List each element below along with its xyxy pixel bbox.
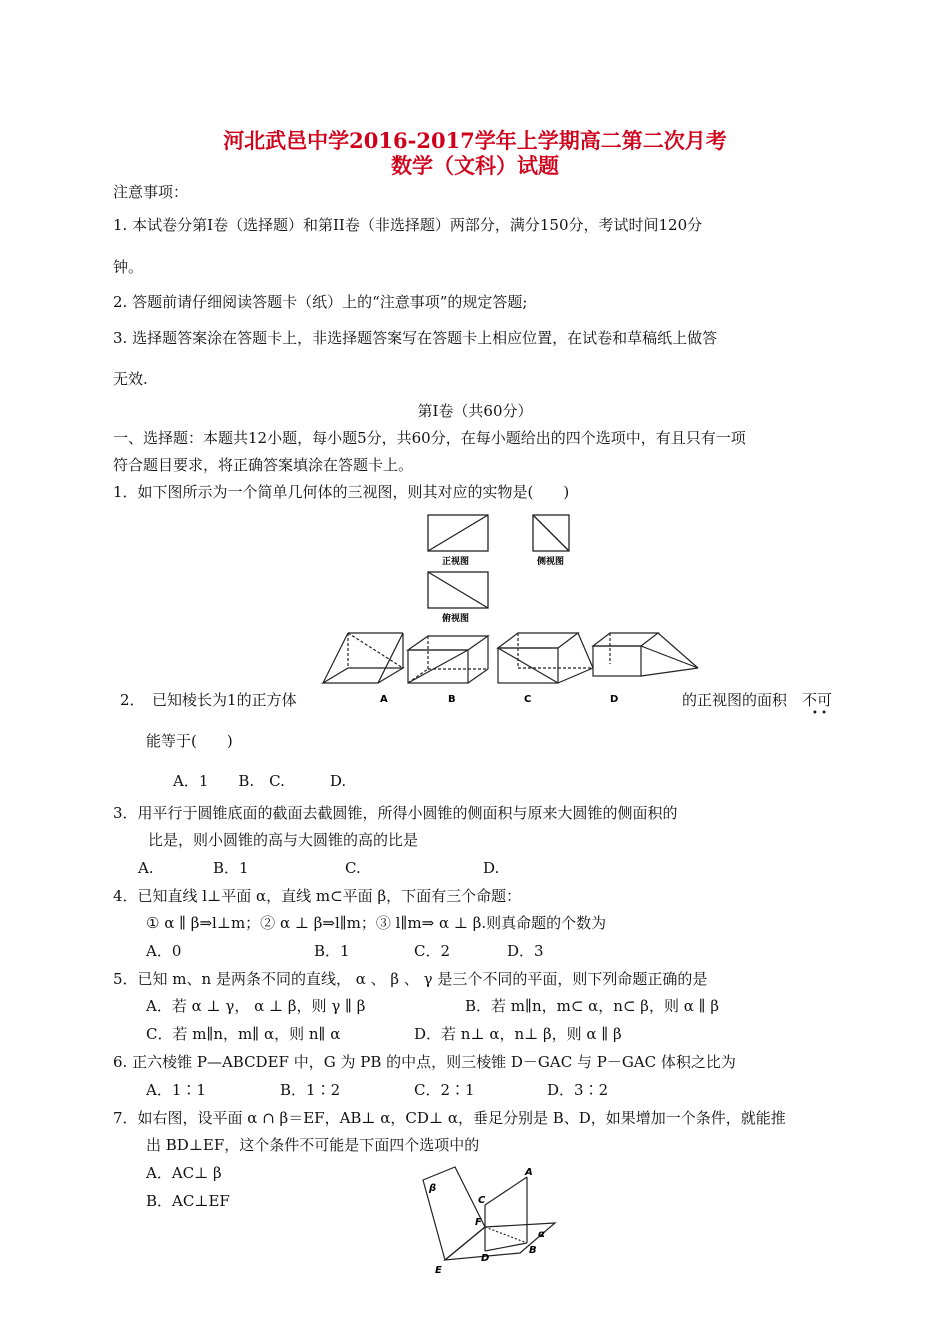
solid-c-label: C: [524, 694, 532, 705]
label-e: E: [435, 1265, 442, 1276]
label-alpha: α: [538, 1229, 545, 1240]
q3-option-d: D.: [483, 859, 500, 877]
q5-option-a: A．若 α ⊥ γ， α ⊥ β，则 γ ∥ β: [146, 997, 366, 1015]
label-f: F: [475, 1217, 482, 1228]
note-1a: 1. 本试卷分第Ⅰ卷（选择题）和第II卷（非选择题）两部分，满分150分，考试时间120分: [113, 216, 703, 234]
q3-option-a: A.: [138, 859, 154, 877]
label-beta: β: [429, 1183, 437, 1194]
planes-figure: [405, 1165, 565, 1280]
solid-d-label: D: [610, 694, 619, 705]
section-heading: 第Ⅰ卷（共60分）: [417, 402, 533, 420]
q3-line2: 比是，则小圆锥的高与大圆锥的高的比是: [148, 831, 419, 849]
q3-option-c: C.: [345, 859, 361, 877]
solid-b-label: B: [448, 694, 456, 705]
solid-a: [323, 633, 403, 683]
three-view-figure: [418, 510, 588, 630]
q7-line1: 7．如右图，设平面 α ∩ β＝EF，AB⊥ α，CD⊥ α，垂足分别是 B、D，如果增加一个条件，就能推: [113, 1109, 786, 1127]
q6-option-a: A．1∶1: [146, 1081, 206, 1099]
note-3a: 3. 选择题答案涂在答题卡上，非选择题答案写在答题卡上相应位置，在试卷和草稿纸上做答: [113, 329, 718, 347]
q6-option-b: B．1∶2: [280, 1081, 341, 1099]
solids-figure: [318, 628, 703, 713]
q4-option-a: A．0: [146, 942, 182, 960]
q5-line1: 5．已知 m、n 是两条不同的直线， α 、 β 、 γ 是三个不同的平面，则下列命题正确的是: [113, 970, 708, 988]
top-view-label: 俯视图: [442, 614, 470, 624]
q4-option-d: D．3: [507, 942, 544, 960]
q2-emphasis: 不可: [802, 691, 833, 709]
emphasis-dots: • •: [812, 708, 827, 719]
q5-option-b: B．若 m∥n，m⊂ α，n⊂ β，则 α ∥ β: [465, 997, 719, 1015]
q4-option-c: C．2: [414, 942, 451, 960]
q6-line1: 6. 正六棱锥 P—ABCDEF 中，G 为 PB 的中点，则三棱锥 D－GAC 与 P－GAC 体积之比为: [113, 1053, 736, 1071]
front-view-label: 正视图: [442, 557, 470, 567]
note-3b: 无效.: [113, 370, 148, 388]
q3-line1: 3．用平行于圆锥底面的截面去截圆锥，所得小圆锥的侧面积与原来大圆锥的侧面积的: [113, 804, 678, 822]
q5-option-d: D．若 n⊥ α，n⊥ β，则 α ∥ β: [414, 1025, 622, 1043]
q4-line1: 4．已知直线 l⊥平面 α，直线 m⊂平面 β，下面有三个命题：: [113, 887, 522, 905]
note-2: 2. 答题前请仔细阅读答题卡（纸）上的“注意事项”的规定答题;: [113, 293, 528, 311]
label-b: B: [529, 1245, 537, 1256]
section-intro-a: 一、选择题：本题共12小题，每小题5分，共60分，在每小题给出的四个选项中，有且只有一项: [113, 429, 746, 447]
q7-line2: 出 BD⊥EF，这个条件不可能是下面四个选项中的: [146, 1136, 480, 1154]
q2-text-right: 的正视图的面积: [682, 691, 788, 709]
q6-option-d: D．3∶2: [547, 1081, 609, 1099]
q1-text: 1．如下图所示为一个简单几何体的三视图，则其对应的实物是( ): [113, 483, 570, 501]
q4-option-b: B．1: [314, 942, 350, 960]
label-a: A: [525, 1167, 533, 1178]
solid-b: [408, 636, 488, 683]
note-1b: 钟。: [113, 258, 144, 276]
q7-option-a: A．AC⊥ β: [146, 1164, 222, 1182]
q3-option-b: B．1: [213, 859, 249, 877]
exam-subtitle: 数学（文科）试题: [391, 153, 559, 178]
solid-c: [498, 633, 593, 683]
q6-option-c: C．2∶1: [414, 1081, 475, 1099]
label-d: D: [481, 1253, 490, 1264]
q2-text-left: 2． 已知棱长为1的正方体: [120, 691, 297, 709]
label-c: C: [478, 1195, 486, 1206]
q4-line2: ① α ∥ β⇒l⊥m；② α ⊥ β⇒l∥m；③ l∥m⇒ α ⊥ β.则真命题的个数为: [146, 914, 607, 932]
solid-d: [593, 633, 698, 676]
q2-options: A．1 B. C. D.: [173, 772, 347, 790]
section-intro-b: 符合题目要求，将正确答案填涂在答题卡上。: [113, 456, 414, 474]
q2-line2: 能等于( ): [146, 732, 233, 750]
side-view-label: 侧视图: [537, 557, 565, 567]
notes-heading: 注意事项：: [113, 183, 189, 201]
solid-a-label: A: [380, 694, 388, 705]
q7-option-b: B．AC⊥EF: [146, 1192, 230, 1210]
exam-title: 河北武邑中学2016-2017学年上学期高二第二次月考: [223, 128, 727, 153]
plane-beta: [423, 1167, 485, 1260]
q5-option-c: C．若 m∥n，m∥ α，则 n∥ α: [146, 1025, 341, 1043]
